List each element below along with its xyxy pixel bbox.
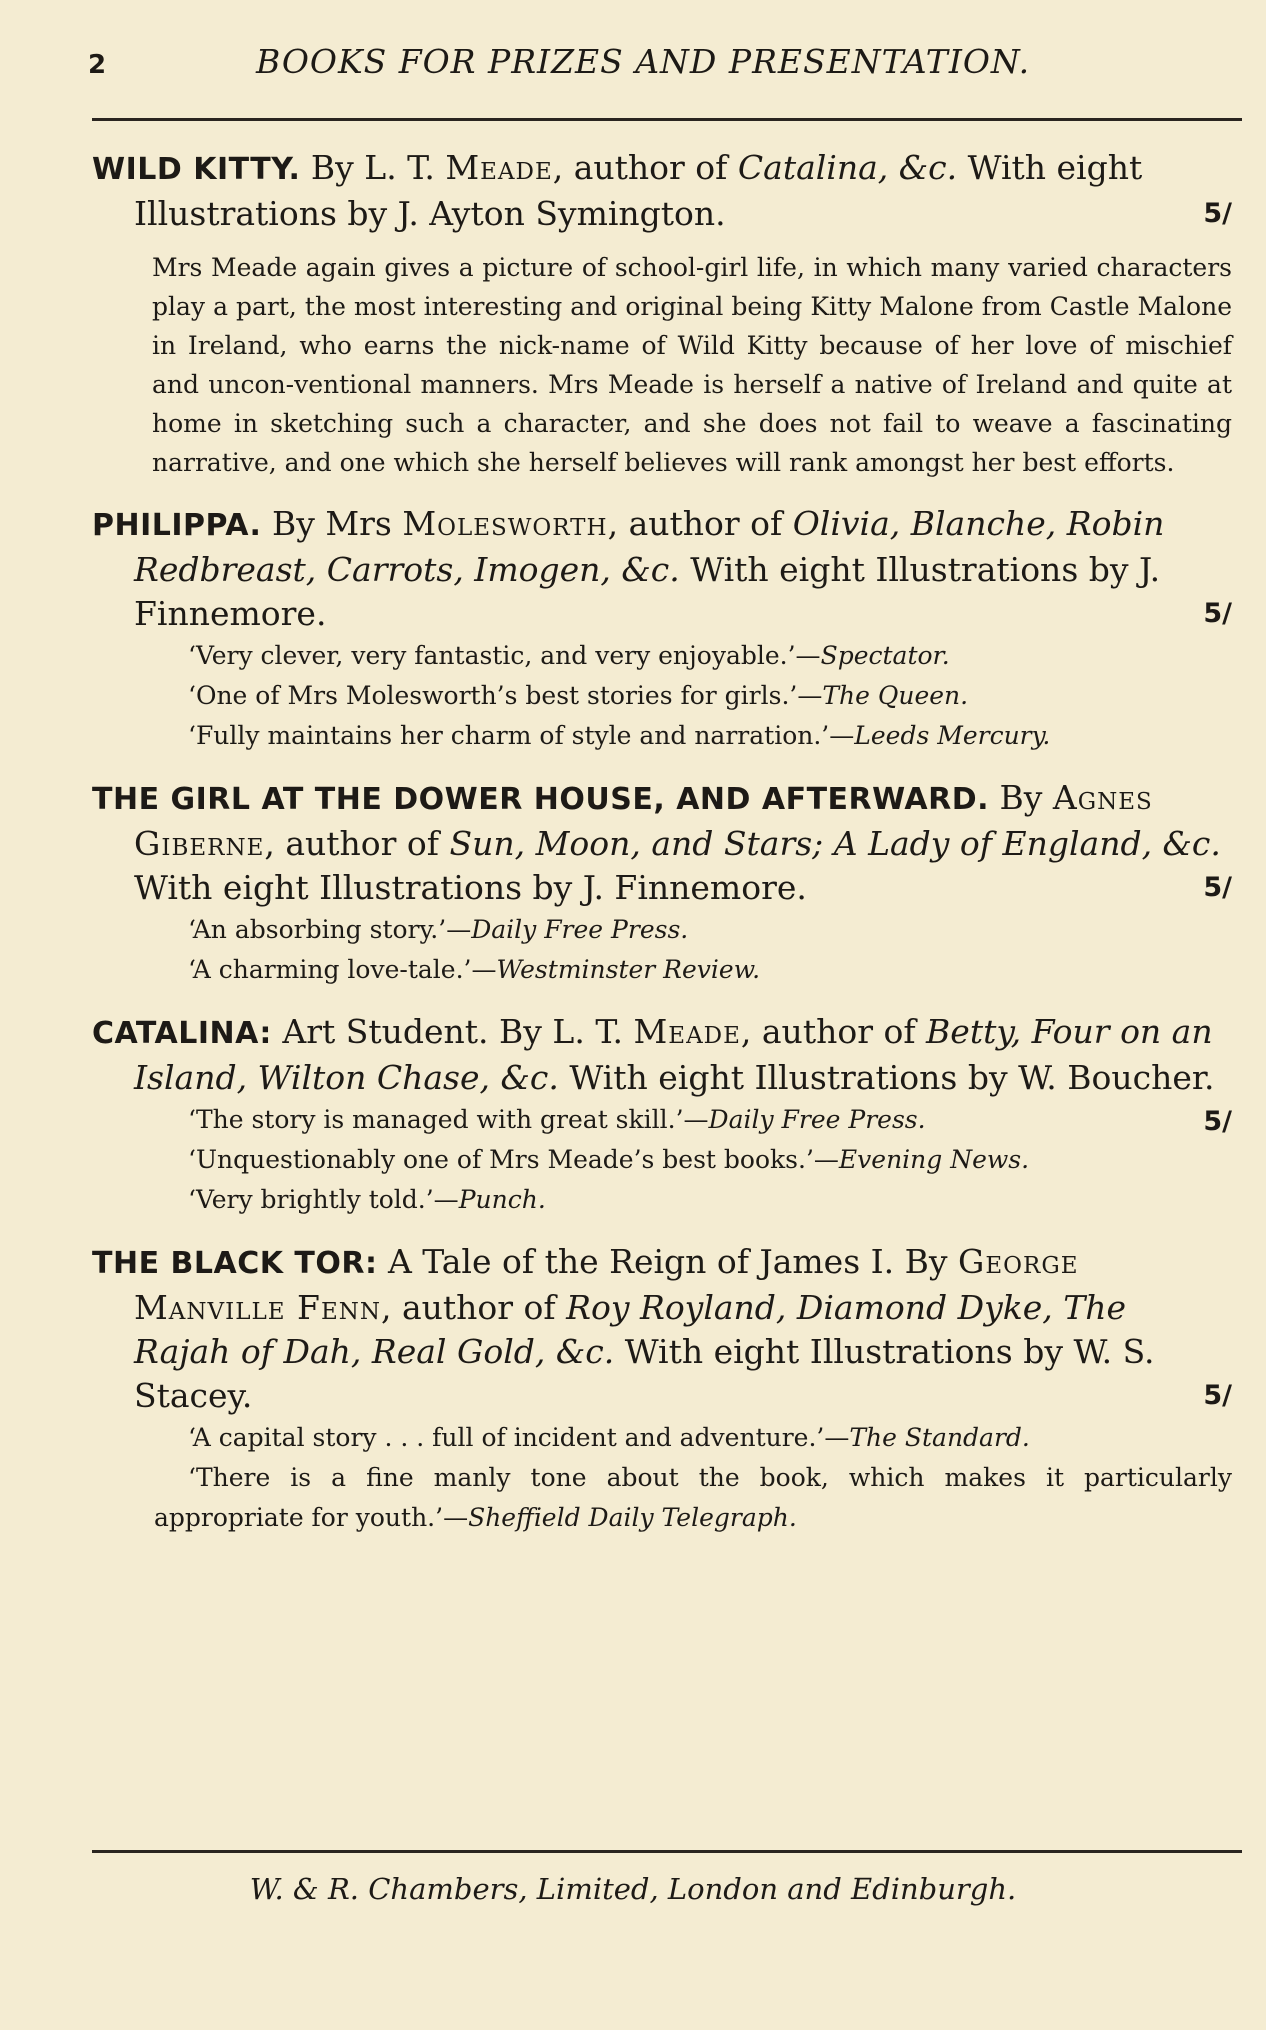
footer-rule [92,1850,1242,1853]
other-works: Roy Royland, Diamond Dyke, The Rajah of Dah, Real Gold, &c. [134,1288,1127,1371]
author-name: Agnes Giberne [134,778,1153,863]
byline-mid: , author of [607,504,793,543]
review-quote: ‘The story is managed with great skill.’—Daily Free Press. [188,1105,926,1134]
book-headline [92,1240,1232,1418]
book-headline [92,502,1232,636]
review-source: Punch. [458,1185,546,1214]
book-description: Mrs Meade again gives a picture of school-girl life, in which many varied characters play a part, the most interesting and original being Kitty Malone from Castle Malone in Ireland, who earns the nick-name of Wild Kitty because of her love of mischief and uncon-ventional manners. Mrs Meade is herself a native of Ireland and quite at home in sketching such a character, and she does not fail to weave a fascinating narrative, and one which she herself believes will rank amongst her best efforts. [152,253,1232,477]
byline-mid: , author of [264,824,450,863]
book-entry-catalina [92,1010,1232,1220]
byline-post: With eight Illustrations by J. Finnemore. [134,550,1161,633]
byline-pre: By L. T. [488,1012,634,1051]
byline-post: With eight Illustrations by W. Boucher. [558,1058,1215,1097]
review-source: The Standard. [849,1423,1030,1452]
book-title: THE BLACK TOR: [92,1246,378,1281]
review-quote: ‘A capital story . . . full of incident and adventure.’—The Standard. [188,1423,1030,1452]
byline-pre: By L. T. [310,148,446,187]
review-source: Leeds Mercury. [854,721,1051,750]
review-quote: ‘Fully maintains her charm of style and narration.’—Leeds Mercury. [188,721,1051,750]
other-works: Sun, Moon, and Stars; A Lady of England, &c. [449,824,1221,863]
review-quote: ‘A charming love-tale.’—Westminster Review. [188,955,761,984]
other-works: Olivia, Blanche, Robin Redbreast, Carrots, Imogen, &c. [134,504,1165,589]
author-name: Meade [445,148,553,187]
author-name: Meade [633,1012,741,1051]
review-source: The Queen. [822,681,969,710]
review-source: Sheffield Daily Telegraph. [468,1503,797,1532]
author-name: Molesworth [402,504,608,543]
review-quote: ‘One of Mrs Molesworth’s best stories for girls.’—The Queen. [188,681,969,710]
byline-pre: By [894,1242,959,1281]
book-entry-wild-kitty [92,146,1232,482]
review-quote: ‘An absorbing story.’—Daily Free Press. [188,915,689,944]
book-subtitle: Art Student. [271,1012,489,1051]
book-subtitle: A Tale of the Reign of James I. [377,1242,895,1281]
book-title: THE GIRL AT THE DOWER HOUSE, AND AFTERWARD. [92,782,990,817]
byline-pre: By Mrs [271,504,403,543]
page-number: 2 [88,50,108,80]
review-quote: ‘Unquestionably one of Mrs Meade’s best books.’—Evening News. [188,1145,1030,1174]
byline-post: With eight Illustrations by J. Ayton Symington. [134,148,1143,233]
author-name: George Manville Fenn [134,1242,1079,1327]
other-works: Catalina, &c. [737,148,958,187]
byline-mid: , author of [740,1012,927,1051]
other-works: Betty, Four on an Island, Wilton Chase, &c. [134,1012,1213,1097]
byline-post: With eight Illustrations by J. Finnemore. [134,868,807,907]
byline-mid: , author of [552,148,738,187]
book-title: CATALINA: [92,1016,272,1051]
price: 5/ [1203,1380,1232,1411]
review-quote: ‘There is a fine manly tone about the book, which makes it particularly appropriate for youth.’—Sheffield Daily Telegraph. [154,1463,1232,1532]
review-source: Evening News. [838,1145,1030,1174]
price: 5/ [1203,598,1232,629]
book-entry-dower-house [92,776,1232,990]
book-list [92,146,1232,1558]
review-source: Westminster Review. [496,955,761,984]
review-source: Spectator. [820,641,950,670]
review-quote: ‘Very brightly told.’—Punch. [188,1185,546,1214]
book-entry-philippa [92,502,1232,756]
book-entry-black-tor [92,1240,1232,1538]
review-quote: ‘Very clever, very fantastic, and very enjoyable.’—Spectator. [188,641,950,670]
running-title: BOOKS FOR PRIZES AND PRESENTATION. [256,42,1031,81]
byline-mid: , author of [380,1288,567,1327]
review-source: Daily Free Press. [708,1105,926,1134]
publisher-imprint: W. & R. Chambers, Limited, London and Edinburgh. [249,1872,1017,1906]
price: 5/ [1203,872,1232,903]
byline-post: With eight Illustrations by W. S. Stacey. [134,1332,1155,1415]
book-title: PHILIPPA. [92,508,262,543]
price: 5/ [1203,198,1232,229]
header-rule [92,118,1242,121]
review-source: Daily Free Press. [471,915,689,944]
byline-pre: By [989,778,1053,817]
book-title: WILD KITTY. [92,152,301,187]
book-headline [92,776,1232,910]
book-headline [92,146,1232,236]
price: 5/ [1203,1106,1232,1137]
